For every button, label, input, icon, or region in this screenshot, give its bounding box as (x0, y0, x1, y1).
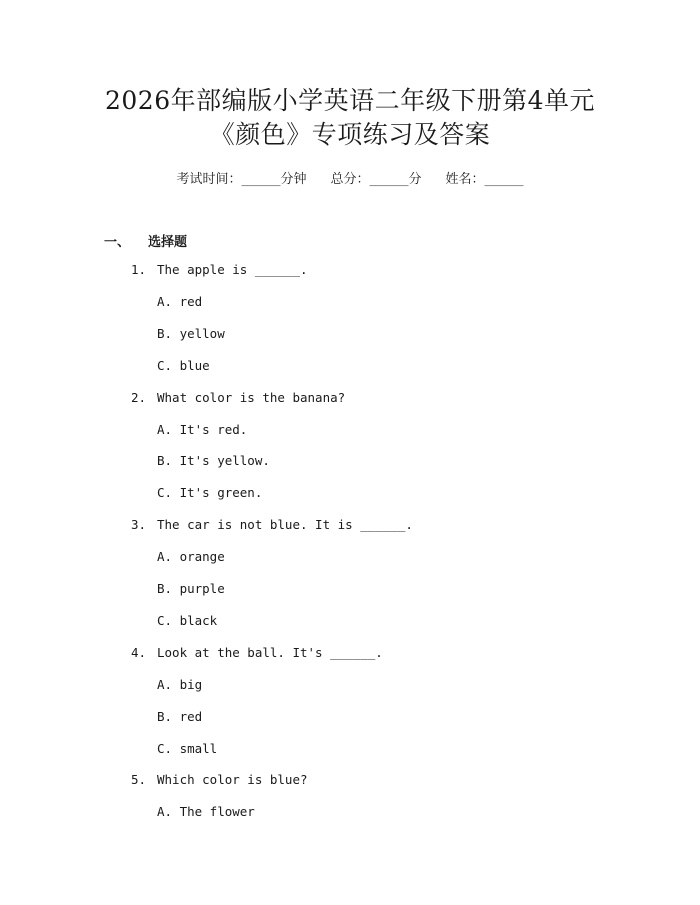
exam-score: 总分：______分 (330, 172, 422, 187)
section-title: 选择题 (148, 235, 188, 250)
question-text: Which color is blue? (157, 772, 308, 788)
question-text: Look at the ball. It's ______. (157, 644, 383, 660)
answer-option[interactable]: C. It's green. (157, 485, 263, 501)
answer-option[interactable]: B. It's yellow. (157, 453, 270, 469)
answer-option[interactable]: A. big (157, 676, 203, 692)
question-number: 1. (131, 262, 147, 277)
section-number: 一、 (104, 235, 131, 250)
question-text: What color is the banana? (157, 389, 346, 405)
answer-option[interactable]: B. yellow (157, 325, 225, 341)
question-number: 4. (131, 644, 147, 660)
answer-option[interactable]: B. red (157, 708, 203, 724)
answer-option[interactable]: A. The flower (157, 804, 255, 820)
question-number: 2. (131, 389, 147, 405)
exam-info (0, 168, 700, 187)
exam-time: 考试时间：______分钟 (176, 172, 307, 187)
section-heading (104, 231, 187, 250)
question-number: 5. (131, 772, 147, 788)
answer-option[interactable]: A. red (157, 293, 203, 309)
question-number: 3. (131, 517, 147, 533)
answer-option[interactable]: A. It's red. (157, 421, 248, 437)
answer-option[interactable]: C. black (157, 612, 218, 628)
answer-option[interactable]: B. purple (157, 581, 225, 596)
page-title-line2: 《颜色》专项练习及答案 (209, 120, 491, 149)
answer-option[interactable]: C. blue (157, 357, 210, 373)
page-title-line1: 2026年部编版小学英语二年级下册第4单元 (104, 86, 596, 115)
answer-option[interactable]: C. small (157, 740, 218, 756)
exam-name: 姓名：______ (445, 172, 524, 187)
question-text: The car is not blue. It is ______. (157, 517, 413, 533)
answer-option[interactable]: A. orange (157, 549, 225, 565)
question-text: The apple is ______. (157, 262, 308, 277)
